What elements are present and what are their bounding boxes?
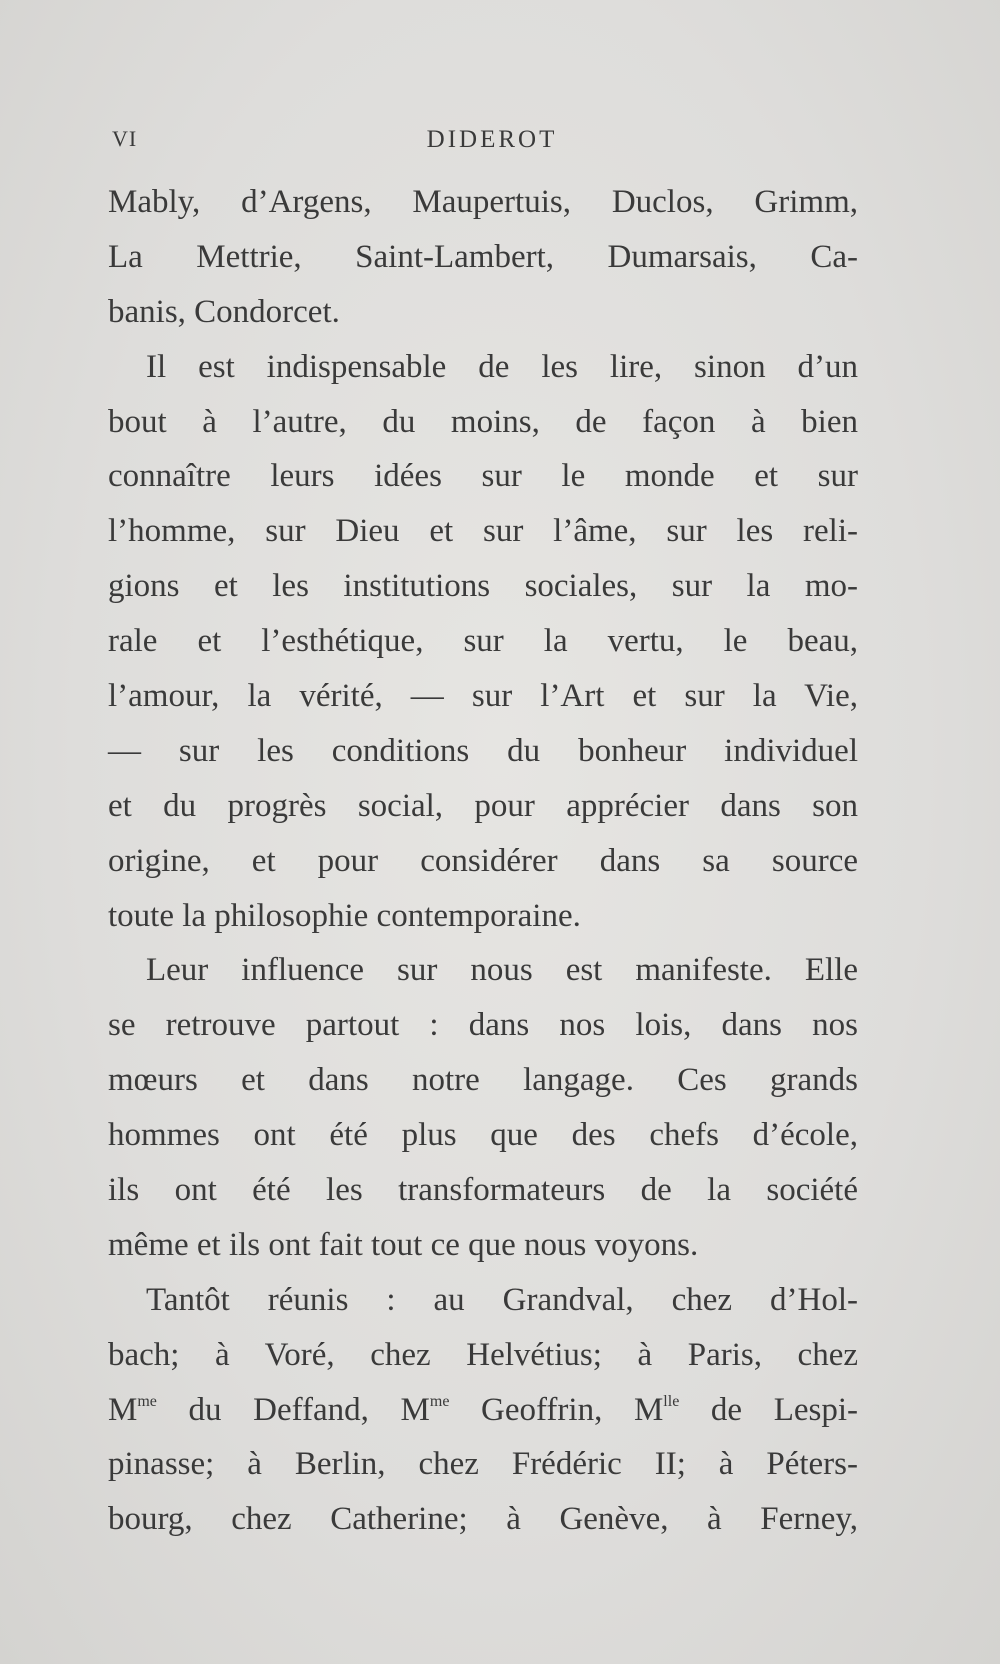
text-line: ils ont été les transformateurs de la société bbox=[108, 1172, 858, 1209]
text-line: même et ils ont fait tout ce que nous voyons. bbox=[108, 1226, 699, 1263]
superscript: lle bbox=[663, 1392, 680, 1410]
text-line: gions et les institutions sociales, sur la mo- bbox=[108, 568, 858, 605]
text-line: banis, Condorcet. bbox=[108, 293, 340, 330]
text-line: hommes ont été plus que des chefs d’école, bbox=[108, 1117, 858, 1154]
running-title: DIDEROT bbox=[426, 126, 558, 153]
text-line: toute la philosophie contemporaine. bbox=[108, 897, 581, 934]
page-header bbox=[112, 126, 872, 166]
text-line: et du progrès social, pour apprécier dans son bbox=[108, 787, 858, 824]
text-line: se retrouve partout : dans nos lois, dans nos bbox=[108, 1007, 858, 1044]
text-line: bach; à Voré, chez Helvétius; à Paris, chez bbox=[108, 1336, 858, 1373]
text-line: mœurs et dans notre langage. Ces grands bbox=[108, 1062, 858, 1099]
text-line: Il est indispensable de les lire, sinon d’un bbox=[146, 348, 858, 385]
text-line: Tantôt réunis : au Grandval, chez d’Hol- bbox=[146, 1281, 858, 1318]
text-line: rale et l’esthétique, sur la vertu, le beau, bbox=[108, 623, 858, 660]
body-text bbox=[108, 175, 858, 1547]
text-line: connaître leurs idées sur le monde et sur bbox=[108, 458, 858, 495]
text-line: — sur les conditions du bonheur individuel bbox=[108, 732, 858, 769]
superscript: me bbox=[137, 1392, 157, 1410]
text-line: l’homme, sur Dieu et sur l’âme, sur les reli- bbox=[108, 513, 858, 550]
text-line: La Mettrie, Saint-Lambert, Dumarsais, Ca- bbox=[108, 238, 858, 275]
text-line: Leur influence sur nous est manifeste. Elle bbox=[146, 952, 858, 989]
text-line: bourg, chez Catherine; à Genève, à Ferney, bbox=[108, 1501, 858, 1538]
text-line: l’amour, la vérité, — sur l’Art et sur la Vie, bbox=[108, 678, 858, 715]
text-line: origine, et pour considérer dans sa source bbox=[108, 842, 858, 879]
page-number: VI bbox=[112, 126, 138, 151]
text-line: Mably, d’Argens, Maupertuis, Duclos, Grimm, bbox=[108, 184, 858, 220]
superscript: me bbox=[429, 1392, 450, 1410]
text-line: bout à l’autre, du moins, de façon à bien bbox=[108, 403, 858, 440]
text-fragment: de Lespi- bbox=[679, 1391, 858, 1428]
text-fragment: M bbox=[108, 1391, 138, 1428]
text-line bbox=[108, 1383, 858, 1438]
text-line: pinasse; à Berlin, chez Frédéric II; à Péters- bbox=[108, 1446, 858, 1483]
text-fragment: du Deffand, M bbox=[156, 1391, 430, 1428]
text-fragment: Geoffrin, M bbox=[449, 1391, 664, 1428]
